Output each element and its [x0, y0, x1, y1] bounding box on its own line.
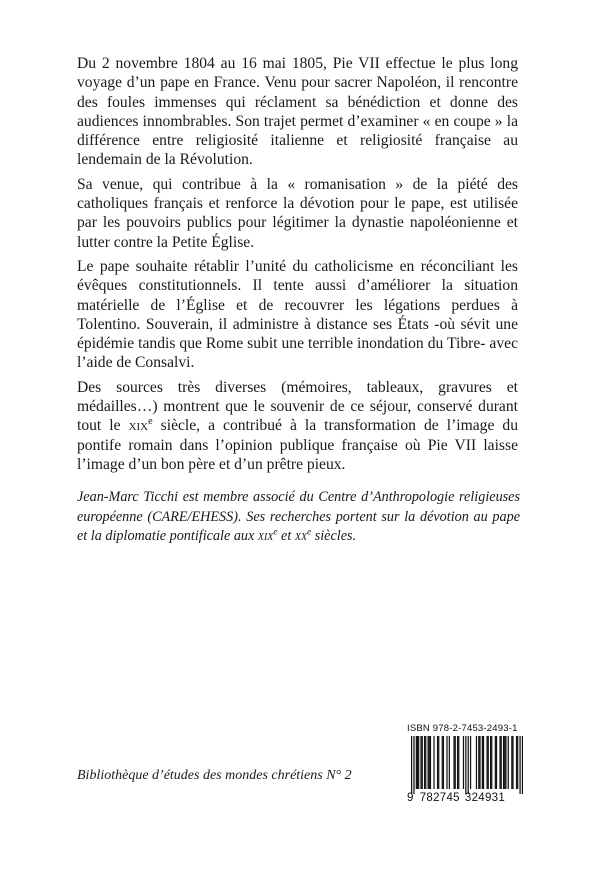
barcode-bar: [449, 736, 450, 789]
bio-century-2-sup: e: [307, 526, 312, 537]
barcode-bar: [446, 736, 447, 789]
barcode-bar: [508, 736, 509, 789]
ean-first-digit: 9: [407, 792, 414, 804]
barcode-bar: [416, 736, 417, 789]
barcode-bar: [483, 736, 484, 789]
description-text: [77, 54, 518, 479]
barcode-bar: [458, 736, 459, 789]
barcode-bar: [413, 736, 414, 794]
series-title: Bibliothèque d’études des mondes chrétiens N° 2: [77, 768, 352, 783]
barcode-bar: [479, 736, 480, 789]
barcode-bar: [499, 736, 500, 789]
barcode-bar: [455, 736, 456, 789]
author-bio: [77, 488, 520, 547]
barcode-bar: [512, 736, 513, 789]
barcode-bar: [420, 736, 421, 789]
barcode-block: [407, 723, 523, 805]
barcode-bar: [490, 736, 491, 789]
ean-digits: [407, 792, 525, 804]
ean-left-group: 782745: [419, 792, 460, 804]
bio-century-1-sup: e: [273, 526, 278, 537]
barcode-bar: [503, 736, 504, 789]
barcode-bar: [496, 736, 497, 789]
barcode-bar: [418, 736, 419, 789]
barcode-bar: [453, 736, 454, 789]
barcode-bar: [463, 736, 464, 789]
barcode-bar: [457, 736, 458, 789]
barcode-bar: [501, 736, 502, 789]
barcode-bar: [517, 736, 518, 789]
barcode-bar: [443, 736, 444, 789]
paragraph-4-text-a: Des sources très diverses (mémoires, tableaux, gravures et médailles…) montrent que le souvenir de ce séjour, conservé durant tout le: [77, 378, 518, 435]
barcode-image: [411, 736, 523, 794]
barcode-bar: [433, 736, 434, 789]
paragraph-4: [77, 378, 518, 474]
barcode-bar: [411, 736, 412, 794]
barcode-bar: [430, 736, 431, 789]
barcode-bar: [438, 736, 439, 789]
paragraph-2: Sa venue, qui contribue à la « romanisation » de la piété des catholiques français et renforce la dévotion pour le pape, est utilisée par les pouvoirs publics pour légitimer la dynastie napoléonienne et lutter contre la Petite Église.: [77, 175, 518, 251]
barcode-bar: [428, 736, 429, 789]
bio-century-1: xix: [257, 528, 274, 545]
barcode-bar: [465, 736, 466, 794]
barcode-bar: [488, 736, 489, 789]
barcode-bar: [417, 736, 418, 789]
bio-century-2: xx: [294, 528, 308, 545]
barcode-bar: [478, 736, 479, 789]
barcode-bar: [422, 736, 423, 789]
barcode-bar: [516, 736, 517, 789]
bio-text-b: siècles.: [311, 528, 357, 545]
barcode-bar: [495, 736, 496, 789]
bio-text-mid: et: [277, 528, 295, 545]
century-numeral: xix: [128, 417, 149, 435]
barcode-bar: [504, 736, 505, 789]
barcode-bar: [491, 736, 492, 789]
bio-text-a: Jean-Marc Ticchi est membre associé du Centre d’Anthropologie religieuses européenne (CARE/EHESS). Ses recherches portent sur la dévotion au pape et la diplomatie pontificale aux: [77, 489, 520, 545]
isbn-label: ISBN 978-2-7453-2493-1: [407, 723, 518, 734]
barcode-bar: [486, 736, 487, 789]
barcode-bar: [522, 736, 523, 794]
barcode-bar: [442, 736, 443, 789]
barcode-bar: [519, 736, 520, 794]
paragraph-4-text-b: siècle, a contribué à la transformation de l’image du pontife romain dans l’opinion publique française où Pie VII laisse l’image d’un bon père et d’un prêtre pieux.: [77, 417, 518, 473]
barcode-bar: [505, 736, 506, 789]
century-superscript: e: [148, 416, 153, 428]
barcode-bar: [437, 736, 438, 789]
barcode-bar: [476, 736, 477, 789]
barcode-bar: [429, 736, 430, 789]
ean-right-group: 324931: [464, 792, 506, 804]
barcode-bar: [482, 736, 483, 789]
barcode-bar: [424, 736, 425, 789]
paragraph-1: Du 2 novembre 1804 au 16 mai 1805, Pie VII effectue le plus long voyage d’un pape en France. Venu pour sacrer Napoléon, il rencontre des foules immenses qui réclament sa bénédiction et donne des audiences innombrables. Son trajet permet d’examiner « en coupe » la différence entre religiosité italienne et religiosité française au lendemain de la Révolution.: [77, 55, 518, 169]
barcode-bar: [511, 736, 512, 789]
paragraph-3: Le pape souhaite rétablir l’unité du catholicisme en réconciliant les évêques constitutionnels. Il tente aussi d’améliorer la situation matérielle de l’Église et de recouvrer les légations perdues à Tolentino. Souverain, il administre à distance ses États -où sévit une épidémie tandis que Rome subit une terrible inondation du Tibre- avec l’aide de Consalvi.: [77, 257, 518, 372]
barcode-bar: [425, 736, 426, 789]
barcode-bar: [470, 736, 471, 789]
barcode-bar: [468, 736, 469, 794]
